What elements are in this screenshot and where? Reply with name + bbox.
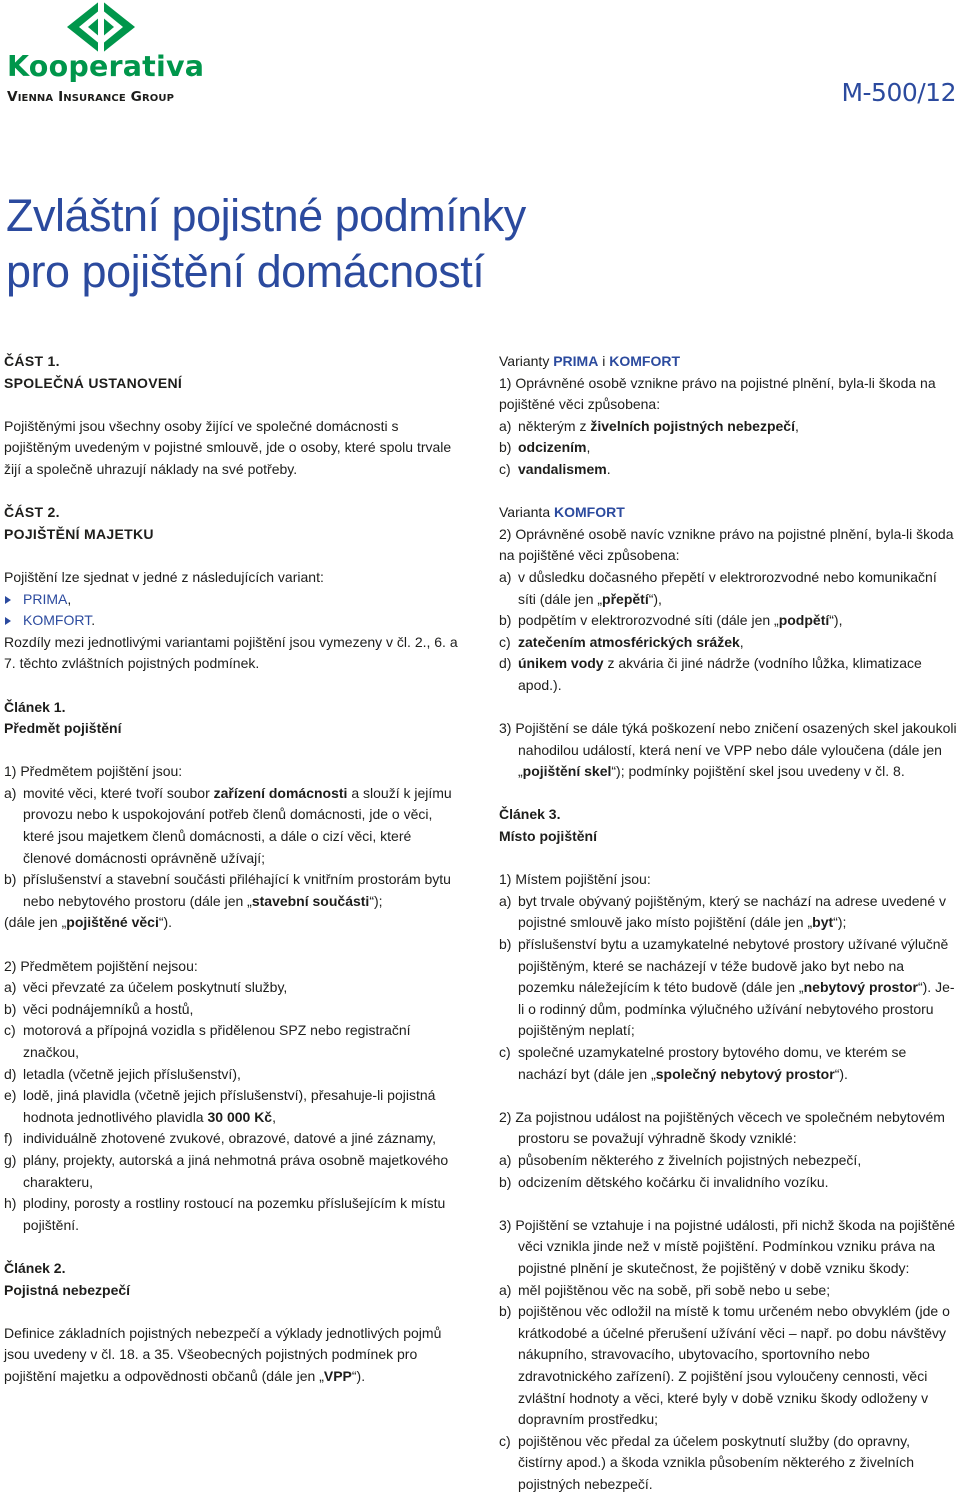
variant-prima: PRIMA [23, 590, 68, 607]
list-item: c) společné uzamykatelné prostory bytového domu, ve kterém se nachází byt (dále jen „společný nebytový prostor“). [499, 1044, 907, 1082]
list-item: d) letadla (včetně jejich příslušenství), [4, 1065, 241, 1082]
list-item: e) lodě, jiná plavidla (včetně jejich příslušenství), přesahuje-li pojistná hodnota jednotlivého plavidla 30 000 Kč, [4, 1087, 436, 1125]
list-item: a) v důsledku dočasného přepětí v elektrorozvodné nebo komunikační síti (dále jen „přepětí“), [499, 568, 937, 607]
document-title [6, 188, 526, 300]
defined-term-line: (dále jen „pojištěné věci“). [4, 914, 173, 931]
variant-heading-prima-komfort: Varianty PRIMA i KOMFORT [499, 353, 680, 369]
part-2-label: ČÁST 2. [4, 504, 60, 521]
variant-bullet-komfort: KOMFORT. [4, 610, 459, 632]
part-2-title: POJIŠTĚNÍ MAJETKU [4, 525, 154, 542]
list-item: b) věci podnájemníků a hostů, [4, 1000, 194, 1017]
list-item: b) příslušenství bytu a uzamykatelné nebytové prostory užívané výlučně pojištěným, které se nacházejí v téže budově jako byt nebo na pozemku náležejícím k této budově (dále jen „nebytový prostor“). Je-li o rodinný dům, podmínka výlučného užívání nebytového prostoru pojištěným neplatí; [499, 936, 955, 1039]
list-item: f) individuálně zhotovené zvukové, obrazové, datové a jiné záznamy, [4, 1130, 436, 1147]
list-item: b) odcizením dětského kočárku či invalidního vozíku. [499, 1173, 829, 1190]
part-2-intro: Pojištění lze sjednat v jedné z následujících variant: [4, 568, 324, 585]
title-line-2: pro pojištění domácností [6, 246, 485, 297]
variant-heading-komfort: Varianta KOMFORT [499, 504, 625, 521]
list-item: g) plány, projekty, autorská a jiná nehmotná práva osobně majetkového charakteru, [4, 1151, 449, 1190]
variant-para-2: 2) Oprávněné osobě navíc vznikne právo na pojistné plnění, byla-li škoda na pojištěné věci způsobena: [499, 525, 954, 564]
article-1-para-2: 2) Předmětem pojištění nejsou: [4, 957, 198, 974]
list-item: b) příslušenství a stavební součásti přiléhající k vnitřním prostorám bytu nebo nebytového prostoru (dále jen „stavební součásti“); [4, 871, 451, 909]
article-1-label: Článek 1. [4, 698, 66, 715]
kooperativa-emblem-icon [67, 0, 135, 54]
company-logo [3, 0, 203, 108]
logo-subtitle: Vienna Insurance Group [7, 89, 175, 105]
list-item: h) plodiny, porosty a rostliny rostoucí na pozemku příslušejícím k místu pojištění. [4, 1195, 446, 1233]
list-item: a) měl pojištěnou věc na sobě, při sobě nebo u sebe; [499, 1281, 831, 1298]
part-1-label: ČÁST 1. [4, 353, 60, 369]
right-column [499, 351, 957, 1495]
list-item: a) některým z živelních pojistných nebezpečí, [499, 417, 799, 434]
variant-komfort: KOMFORT [23, 612, 92, 629]
list-item: a) působením některého z živelních pojistných nebezpečí, [499, 1151, 862, 1168]
article-3-para-3: 3) Pojištění se vztahuje i na pojistné události, při nichž škoda na pojištěné věci vznikla jinde než v místě pojištění. Podmínkou vzniku práva na pojistné plnění je skutečnost, že pojištěný v době vzniku škody: [499, 1216, 956, 1276]
list-item: a) movité věci, které tvoří soubor zařízení domácnosti a slouží k jejímu provozu nebo k uspokojování potřeb členů domácnosti, jde o věci, které jsou majetkem členů domácnosti, a dále o cizí věci, které členové domácnosti oprávněně užívají; [4, 784, 452, 866]
article-2-label: Článek 2. [4, 1259, 66, 1276]
bullet-triangle-icon [5, 617, 11, 625]
variant-bullet-prima: PRIMA, [4, 589, 459, 611]
variant-para-1: 1) Oprávněné osobě vznikne právo na pojistné plnění, byla-li škoda na pojištěné věci způsobena: [499, 374, 936, 413]
list-item: c) zatečením atmosférických srážek, [499, 633, 744, 650]
article-3-para-1: 1) Místem pojištění jsou: [499, 871, 651, 888]
part-1-text: Pojištěnými jsou všechny osoby žijící ve společné domácnosti s pojištěným uvedeným v pojistné smlouvě, jde o osoby, které spolu trvale žijí a společně uhrazují náklady na své potřeby. [4, 417, 452, 477]
list-item: a) věci převzaté za účelem poskytnutí služby, [4, 979, 288, 996]
article-2-title: Pojistná nebezpečí [4, 1281, 131, 1298]
list-item: d) únikem vody z akvária či jiné nádrže (vodního lůžka, klimatizace apod.). [499, 655, 922, 693]
bullet-triangle-icon [5, 596, 11, 604]
list-item: c) vandalismem. [499, 460, 611, 477]
document-code: M-500/12 [841, 78, 956, 107]
left-column [4, 351, 459, 1388]
part-1-title: SPOLEČNÁ USTANOVENÍ [4, 374, 183, 391]
article-3-title: Místo pojištění [499, 828, 597, 845]
list-item: b) pojištěnou věc odložil na místě k tomu určeném nebo obvyklém (jde o krátkodobé a účelné přerušení užívání věci – např. po dobu návštěvy nákupního, stravovacího, ubytovacího, sportovního nebo zdravotnického zařízení). Z pojištění jsou vyloučeny cennosti, věci zvláštní hodnoty a věci, které byly v době vzniku škody odloženy v dopravním prostředku; [499, 1303, 950, 1428]
logo-wordmark: Kooperativa [7, 50, 205, 83]
glass-insurance-para: 3) Pojištění se dále týká poškození nebo zničení osazených skel jakoukoli nahodilou událostí, která není ve VPP nebo dále vyloučena (dále jen „pojištění skel“); podmínky pojištění skel jsou uvedeny v čl. 8. [499, 720, 957, 780]
part-2-outro: Rozdíly mezi jednotlivými variantami pojištění jsou vymezeny v čl. 2., 6. a 7. těchto zvláštních pojistných podmínek. [4, 633, 458, 672]
article-3-label: Článek 3. [499, 806, 561, 823]
list-item: b) odcizením, [499, 439, 591, 456]
list-item: b) podpětím v elektrorozvodné síti (dále jen „podpětí“), [499, 612, 843, 629]
title-line-1: Zvláštní pojistné podmínky [6, 190, 526, 241]
list-item: c) pojištěnou věc předal za účelem poskytnutí služby (do opravny, čistírny apod.) a škoda vznikla působením některého z živelních pojistných nebezpečí. [499, 1432, 915, 1492]
article-2-text: Definice základních pojistných nebezpečí a výklady jednotlivých pojmů jsou uvedeny v čl. 18. a 35. Všeobecných pojistných podmínek pro pojištění majetku a odpovědnosti občanů (dále jen „VPP“). [4, 1324, 442, 1384]
article-1-para-1: 1) Předmětem pojištění jsou: [4, 763, 183, 780]
list-item: c) motorová a přípojná vozidla s přidělenou SPZ nebo registrační značkou, [4, 1022, 411, 1060]
list-item: a) byt trvale obývaný pojištěným, který se nachází na adrese uvedené v pojistné smlouvě jako místo pojištění (dále jen „byt“); [499, 892, 947, 931]
article-1-title: Předmět pojištění [4, 720, 122, 737]
article-3-para-2: 2) Za pojistnou událost na pojištěných věcech ve společném nebytovém prostoru se považují výhradně škody vzniklé: [499, 1108, 945, 1147]
